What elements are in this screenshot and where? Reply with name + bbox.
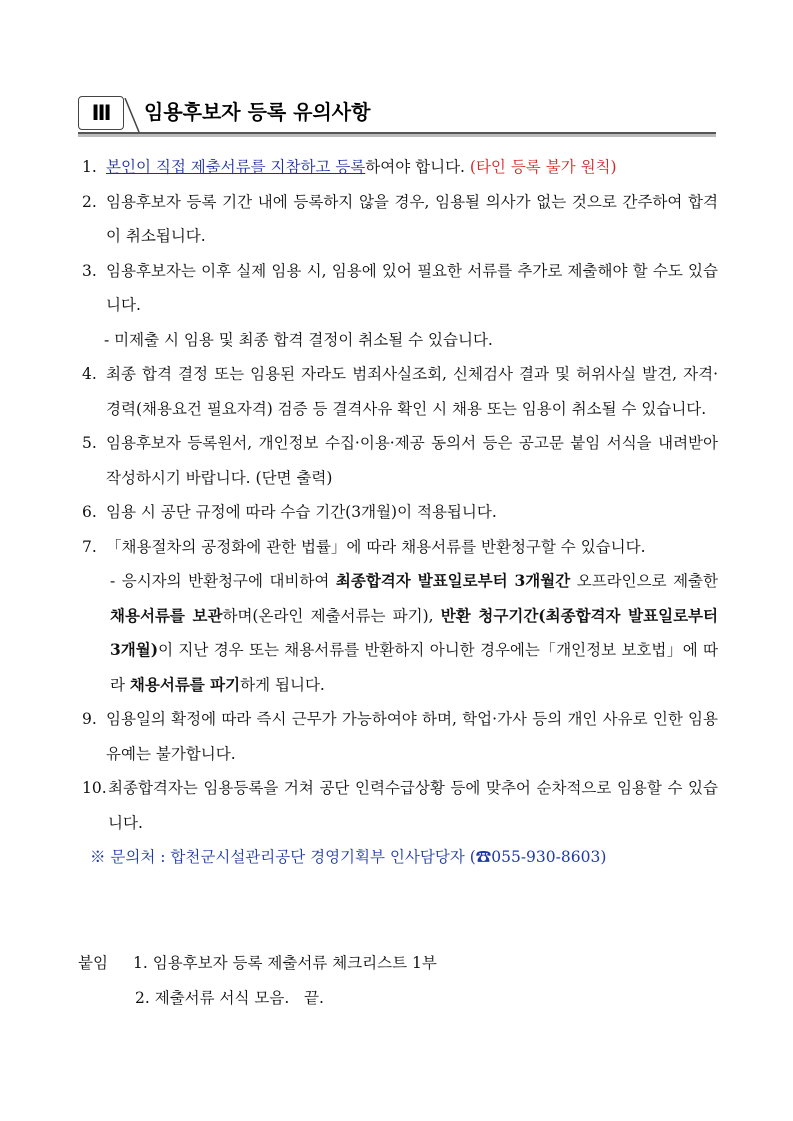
attachment-item-2: 2. 제출서류 서식 모음. 끝.	[135, 988, 324, 1007]
return-request-period: 반환 청구기간(최종합격자 발표일로부터 3개월)	[110, 605, 718, 659]
notice-item-3	[82, 254, 718, 323]
notice-item-9	[82, 702, 718, 771]
item-text: 임용후보자 등록 기간 내에 등록하지 않을 경우, 임용될 의사가 없는 것으로 간주하여 합격이 취소됩니다.	[106, 192, 718, 245]
item-text: 최종 합격 결정 또는 임용된 자라도 범죄사실조회, 신체검사 결과 및 허위사실 발견, 자격·경력(채용요건 필요자격) 검증 등 결격사유 확인 시 채용 또는 임용이 취소될 수 있습니다.	[106, 365, 718, 418]
sub-text: 오프라인으로 제출한	[570, 572, 718, 590]
attachment-item-1: 1. 임용후보자 등록 제출서류 체크리스트 1부	[133, 954, 437, 972]
retention-period: 최종합격자 발표일로부터 3개월간	[335, 571, 571, 590]
item-number: 7.	[82, 537, 97, 556]
notice-item-3-sub: - 미제출 시 임용 및 최종 합격 결정이 취소될 수 있습니다.	[104, 330, 493, 349]
item-number: 9.	[82, 710, 97, 728]
contact-info: ※ 문의처 : 합천군시설관리공단 경영기획부 인사담당자 (☎055-930-8603)	[90, 848, 607, 866]
notice-item-4	[82, 357, 718, 426]
item-number: 10.	[82, 779, 107, 797]
item-text: 임용일의 확정에 따라 즉시 근무가 가능하여야 하며, 학업·가사 등의 개인 사유로 인한 임용유예는 불가합니다.	[106, 710, 718, 763]
key-instruction: 본인이 직접 제출서류를 지참하고 등록	[106, 158, 366, 176]
item-number: 6.	[82, 503, 97, 521]
attachments-label: 붙임	[78, 954, 108, 972]
notice-item-2	[82, 185, 718, 254]
principle-note: (타인 등록 불가 원칙)	[469, 158, 617, 176]
item-number: 4.	[82, 365, 97, 383]
notice-item-10	[82, 771, 718, 840]
item-number: 3.	[82, 261, 97, 280]
document-retention: 채용서류를 보관	[110, 605, 223, 625]
notice-item-6	[82, 495, 718, 530]
notice-item-5	[82, 426, 718, 495]
item-number: 1.	[82, 158, 97, 176]
sub-text: 이 지난 경우 또는 채용서류를 반환하지 아니한 경우에는「개인정보 보호법」에 따라	[110, 641, 718, 694]
item-number: 5.	[82, 434, 97, 452]
notice-list	[82, 150, 718, 875]
item-number: 2.	[82, 192, 97, 211]
item-text: 하여야 합니다.	[365, 158, 470, 176]
sub-text: 하게 됩니다.	[240, 675, 325, 694]
item-text: 「채용절차의 공정화에 관한 법률」에 따라 채용서류를 반환청구할 수 있습니다.	[106, 537, 646, 556]
section-number-badge: Ⅲ	[78, 96, 124, 130]
sub-text: 하며(온라인 제출서류는 파기),	[222, 606, 441, 625]
item-text: 임용 시 공단 규정에 따라 수습 기간(3개월)이 적용됩니다.	[106, 503, 497, 521]
section-title: 임용후보자 등록 유의사항	[144, 100, 371, 124]
header-divider-slash	[124, 98, 140, 132]
item-text: 임용후보자 등록원서, 개인정보 수집·이용·제공 동의서 등은 공고문 붙임 서식을 내려받아 작성하시기 바랍니다. (단면 출력)	[106, 434, 718, 487]
item-text: 최종합격자는 임용등록을 거쳐 공단 인력수급상황 등에 맞추어 순차적으로 임용할 수 있습니다.	[108, 779, 718, 832]
notice-item-7-sub	[82, 564, 718, 702]
attachment-row-2	[78, 981, 437, 1016]
item-text: 임용후보자는 이후 실제 임용 시, 임용에 있어 필요한 서류를 추가로 제출해야 할 수도 있습니다.	[106, 261, 718, 314]
attachment-row-1	[78, 946, 437, 981]
notice-item-1	[82, 150, 718, 185]
attachments	[78, 946, 437, 1015]
document-disposal: 채용서류를 파기	[129, 674, 241, 694]
header-underline-shadow	[78, 134, 716, 137]
sub-text: - 응시자의 반환청구에 대비하여	[110, 572, 336, 590]
notice-item-7	[82, 530, 718, 565]
section-header	[78, 92, 716, 138]
